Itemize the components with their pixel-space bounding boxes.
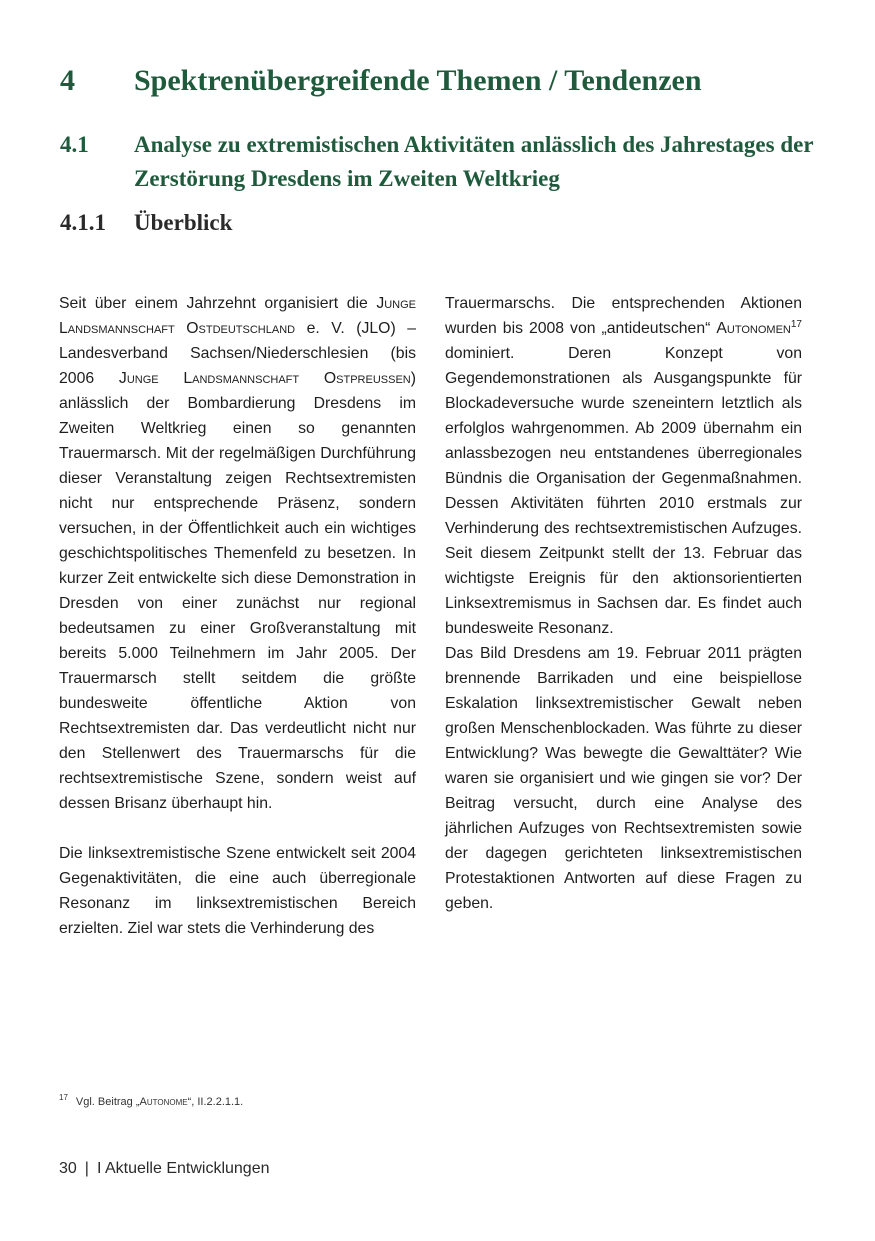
term-name: Autonomen	[716, 320, 791, 337]
subsection-title: Überblick	[134, 210, 233, 235]
section-title: Analyse zu extremistischen Aktivitäten anlässlich des Jahrestages der Zerstörung Dresdens im Zweiten Weltkrieg	[134, 132, 814, 191]
text-run: dominiert. Deren Konzept von Gegendemonstrationen als Ausgangspunkte für Blockadeversuche wurde szeneintern letztlich als erfolglos wahrgenommen. Ab 2009 übernahm ein anlassbezogen neu entstandenes überregionales Bündnis die Organisation der Gegenmaßnahmen. Dessen Aktivitäten führten 2010 erstmals zur Verhinderung des rechtsextremistischen Aufzuges. Seit diesem Zeitpunkt stellt der 13. Februar das wichtigste Ereignis für den aktionsorientierten Linksextremismus in Sachsen dar. Es findet auch bundesweite Resonanz.	[445, 345, 802, 637]
chapter-number: 4	[60, 64, 75, 97]
term-name: Autonome	[139, 1096, 188, 1108]
text-run: Seit über einem Jahrzehnt organisiert die	[59, 295, 377, 312]
paragraph: Die linksextremistische Szene entwickelt seit 2004 Gegenaktivitäten, die eine auch überregionale Resonanz im linksextremistischen Bereich erzielten. Ziel war stets die Verhinderung des	[59, 845, 416, 937]
organization-name: Junge Landsmannschaft Ostpreussen	[118, 370, 411, 387]
text-run: Trauermarschs. Die entsprechenden Aktionen wurden bis 2008 von „antideutschen“	[445, 295, 802, 337]
section-number: 4.1	[60, 132, 89, 157]
text-run: e. V. (JLO) – Landesverband Sachsen/Niederschlesien (bis 2006	[59, 320, 417, 387]
footnote-number: 17	[59, 1093, 68, 1102]
footer-section: I Aktuelle Entwicklungen	[96, 1160, 270, 1177]
subsection-number: 4.1.1	[60, 210, 106, 235]
text-run: ) anlässlich der Bombardierung Dresdens im Zweiten Weltkrieg einen so genannten Trauermarsch. Mit der regelmäßigen Durchführung dieser Veranstaltung zeigen Rechtsextremisten nicht nur entsprechende Präsenz, sondern versuchen, in der Öffentlichkeit auch ein wichtiges geschichtspolitisches Themenfeld zu besetzen. In kurzer Zeit entwickelte sich diese Demonstration in Dresden von einer zunächst nur regional bedeutsamen zu einer Großveranstaltung mit bereits 5.000 Teilnehmern im Jahr 2005. Der Trauermarsch stellt seitdem die größte bundesweite öffentliche Aktion von Rechtsextremisten dar. Das verdeutlicht nicht nur den Stellenwert des Trauermarschs für die rechtsextremistische Szene, sondern weist auf dessen Brisanz überhaupt hin.	[59, 370, 416, 812]
chapter-title: Spektrenübergreifende Themen / Tendenzen	[134, 64, 702, 97]
left-column	[59, 291, 416, 941]
text-run: Vgl. Beitrag „	[75, 1096, 140, 1108]
paragraph	[59, 291, 416, 816]
text-run: “, II.2.2.1.1.	[187, 1096, 244, 1108]
footnote	[59, 1093, 244, 1108]
footnote-reference[interactable]: 17	[790, 319, 802, 330]
footer-separator: |	[84, 1160, 89, 1177]
right-column	[445, 291, 802, 916]
organization-name: Junge Landsmannschaft Ostdeutschland	[59, 295, 416, 337]
paragraph	[445, 291, 802, 641]
paragraph: Das Bild Dresdens am 19. Februar 2011 prägten brennende Barrikaden und eine beispiellose Eskalation linksextremistischer Gewalt neben großen Menschenblockaden. Was führte zu dieser Entwicklung? Was bewegte die Gewalttäter? Wie waren sie organisiert und wie gingen sie vor? Der Beitrag versucht, durch eine Analyse des jährlichen Aufzuges von Rechtsextremisten sowie der dagegen gerichteten linksextremistischen Protestaktionen Antworten auf diese Fragen zu geben.	[445, 645, 802, 912]
page-number: 30	[59, 1160, 77, 1177]
page-footer	[59, 1160, 270, 1178]
